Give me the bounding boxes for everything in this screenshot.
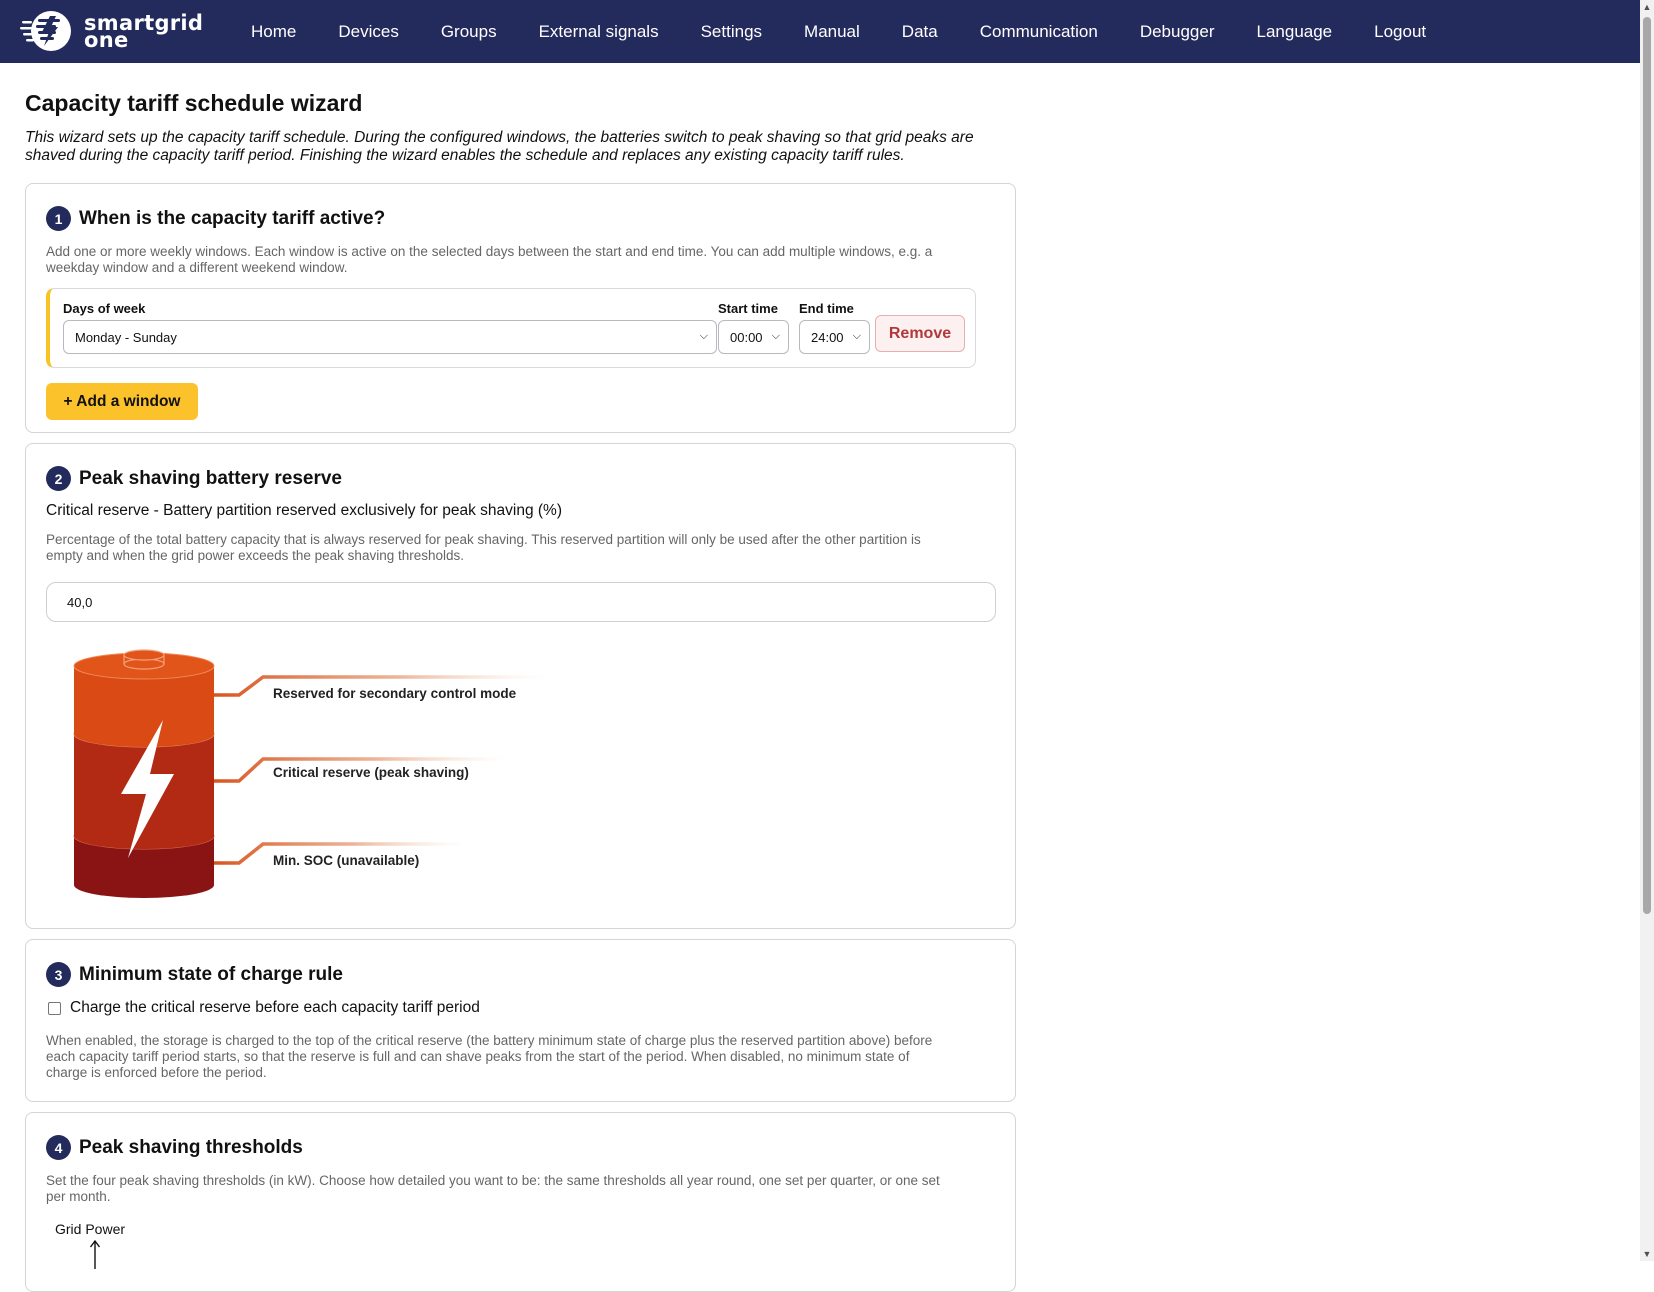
- grid-power-axis-label: Grid Power: [55, 1221, 126, 1237]
- brand-logo[interactable]: [20, 8, 204, 54]
- intro-line-2: shaved during the capacity tariff period. Finishing the wizard enables the schedule and replaces any existing capacity tariff rules.: [25, 147, 905, 164]
- nav-groups[interactable]: Groups: [440, 21, 497, 41]
- step-3-card: [25, 939, 1016, 1102]
- main-nav: [230, 0, 1447, 63]
- smartgrid-logo-icon: [20, 8, 76, 54]
- nav-debugger[interactable]: Debugger: [1139, 21, 1215, 41]
- battery-label-critical: Critical reserve (peak shaving): [273, 765, 469, 780]
- step-4-desc-line-2: per month.: [46, 1189, 111, 1204]
- scroll-up-arrow-icon[interactable]: ▲: [1642, 2, 1652, 12]
- step-3-desc-line-3: charge is enforced before the period.: [46, 1065, 267, 1080]
- step-2-card: [25, 443, 1016, 929]
- brand-wordmark: [84, 11, 204, 52]
- step-1-desc-line-2: weekday window and a different weekend window.: [46, 260, 348, 275]
- critical-reserve-input[interactable]: 40,0: [46, 582, 996, 622]
- end-time-value: 24:00: [811, 329, 844, 345]
- step-4-header: [46, 1135, 303, 1160]
- step-3-title: Minimum state of charge rule: [79, 963, 343, 985]
- nav-settings[interactable]: Settings: [700, 21, 763, 41]
- nav-external-signals[interactable]: External signals: [538, 21, 659, 41]
- intro-line-1: This wizard sets up the capacity tariff schedule. During the configured windows, the batteries switch to peak shaving so that grid peaks are: [25, 129, 974, 146]
- step-1-number-badge: 1: [46, 206, 71, 231]
- nav-data[interactable]: Data: [901, 21, 938, 41]
- battery-label-secondary: Reserved for secondary control mode: [273, 686, 517, 701]
- nav-devices[interactable]: Devices: [338, 21, 399, 41]
- step-2-title: Peak shaving battery reserve: [79, 467, 342, 489]
- nav-home[interactable]: Home: [251, 21, 297, 41]
- page-title: Capacity tariff schedule wizard: [25, 90, 363, 116]
- step-1-desc-line-1: Add one or more weekly windows. Each window is active on the selected days between the start and end time. You can add multiple windows, e.g. a: [46, 244, 933, 259]
- step-1-title: When is the capacity tariff active?: [79, 207, 386, 229]
- chevron-down-icon: ⌵: [699, 330, 708, 342]
- days-of-week-select[interactable]: [63, 320, 717, 354]
- step-1-header: [46, 206, 385, 231]
- start-time-label: Start time: [718, 301, 778, 316]
- step-3-desc-line-2: each capacity tariff period starts, so that the reserve is full and can shave peaks from the start of the period. When disabled, no minimum state of: [46, 1049, 910, 1064]
- step-3-header: [46, 962, 343, 987]
- brand-line1: smartgrid: [84, 11, 204, 35]
- days-of-week-value: Monday - Sunday: [75, 329, 177, 345]
- step-2-desc-line-2: empty and when the grid power exceeds the peak shaving thresholds.: [46, 548, 465, 563]
- nav-language[interactable]: Language: [1256, 21, 1333, 41]
- end-time-label: End time: [799, 301, 854, 316]
- page-scrollbar[interactable]: [1640, 0, 1654, 1261]
- chevron-down-icon: ⌵: [771, 330, 780, 342]
- nav-manual[interactable]: Manual: [804, 21, 860, 41]
- tariff-window-row: [46, 288, 976, 368]
- step-3-desc-line-1: When enabled, the storage is charged to the top of the critical reserve (the battery minimum state of charge plus the reserved partition above) before: [46, 1033, 933, 1048]
- step-2-desc-line-1: Percentage of the total battery capacity that is always reserved for peak shaving. This reserved partition will only be used after the other partition is: [46, 532, 921, 547]
- top-navigation-bar: [0, 0, 1640, 63]
- nav-logout[interactable]: Logout: [1374, 21, 1427, 41]
- step-1-card: [25, 183, 1016, 433]
- step-4-description: [46, 1173, 996, 1205]
- start-time-value: 00:00: [730, 329, 763, 345]
- step-4-number-badge: 4: [46, 1135, 71, 1160]
- charge-critical-reserve-checkbox[interactable]: [48, 1002, 61, 1015]
- step-2-number-badge: 2: [46, 466, 71, 491]
- start-time-select[interactable]: [718, 320, 789, 354]
- step-3-description: [46, 1033, 996, 1081]
- days-of-week-label: Days of week: [63, 301, 146, 316]
- page-intro: [25, 129, 1016, 165]
- remove-window-button[interactable]: Remove: [875, 315, 965, 352]
- charge-critical-reserve-label[interactable]: Charge the critical reserve before each capacity tariff period: [70, 999, 480, 1016]
- scrollbar-thumb[interactable]: [1643, 17, 1651, 914]
- grid-power-axis-arrow-icon: [89, 1239, 101, 1269]
- chevron-down-icon: ⌵: [852, 330, 861, 342]
- add-window-button[interactable]: + Add a window: [46, 383, 198, 420]
- page-content: [25, 63, 1016, 1237]
- step-1-description: [46, 244, 996, 276]
- brand-line2: one: [84, 28, 129, 52]
- nav-communication[interactable]: Communication: [979, 21, 1098, 41]
- step-2-header: [46, 466, 342, 491]
- critical-reserve-field-label: Critical reserve - Battery partition reserved exclusively for peak shaving (%): [46, 502, 562, 519]
- step-2-description: [46, 532, 996, 564]
- battery-label-min-soc: Min. SOC (unavailable): [273, 853, 420, 868]
- step-3-number-badge: 3: [46, 962, 71, 987]
- end-time-select[interactable]: [799, 320, 870, 354]
- step-4-desc-line-1: Set the four peak shaving thresholds (in kW). Choose how detailed you want to be: the same thresholds all year round, one set per quarter, or one set: [46, 1173, 940, 1188]
- step-4-title: Peak shaving thresholds: [79, 1136, 303, 1158]
- scroll-down-arrow-icon[interactable]: ▼: [1642, 1249, 1652, 1259]
- step-4-card: [25, 1112, 1016, 1292]
